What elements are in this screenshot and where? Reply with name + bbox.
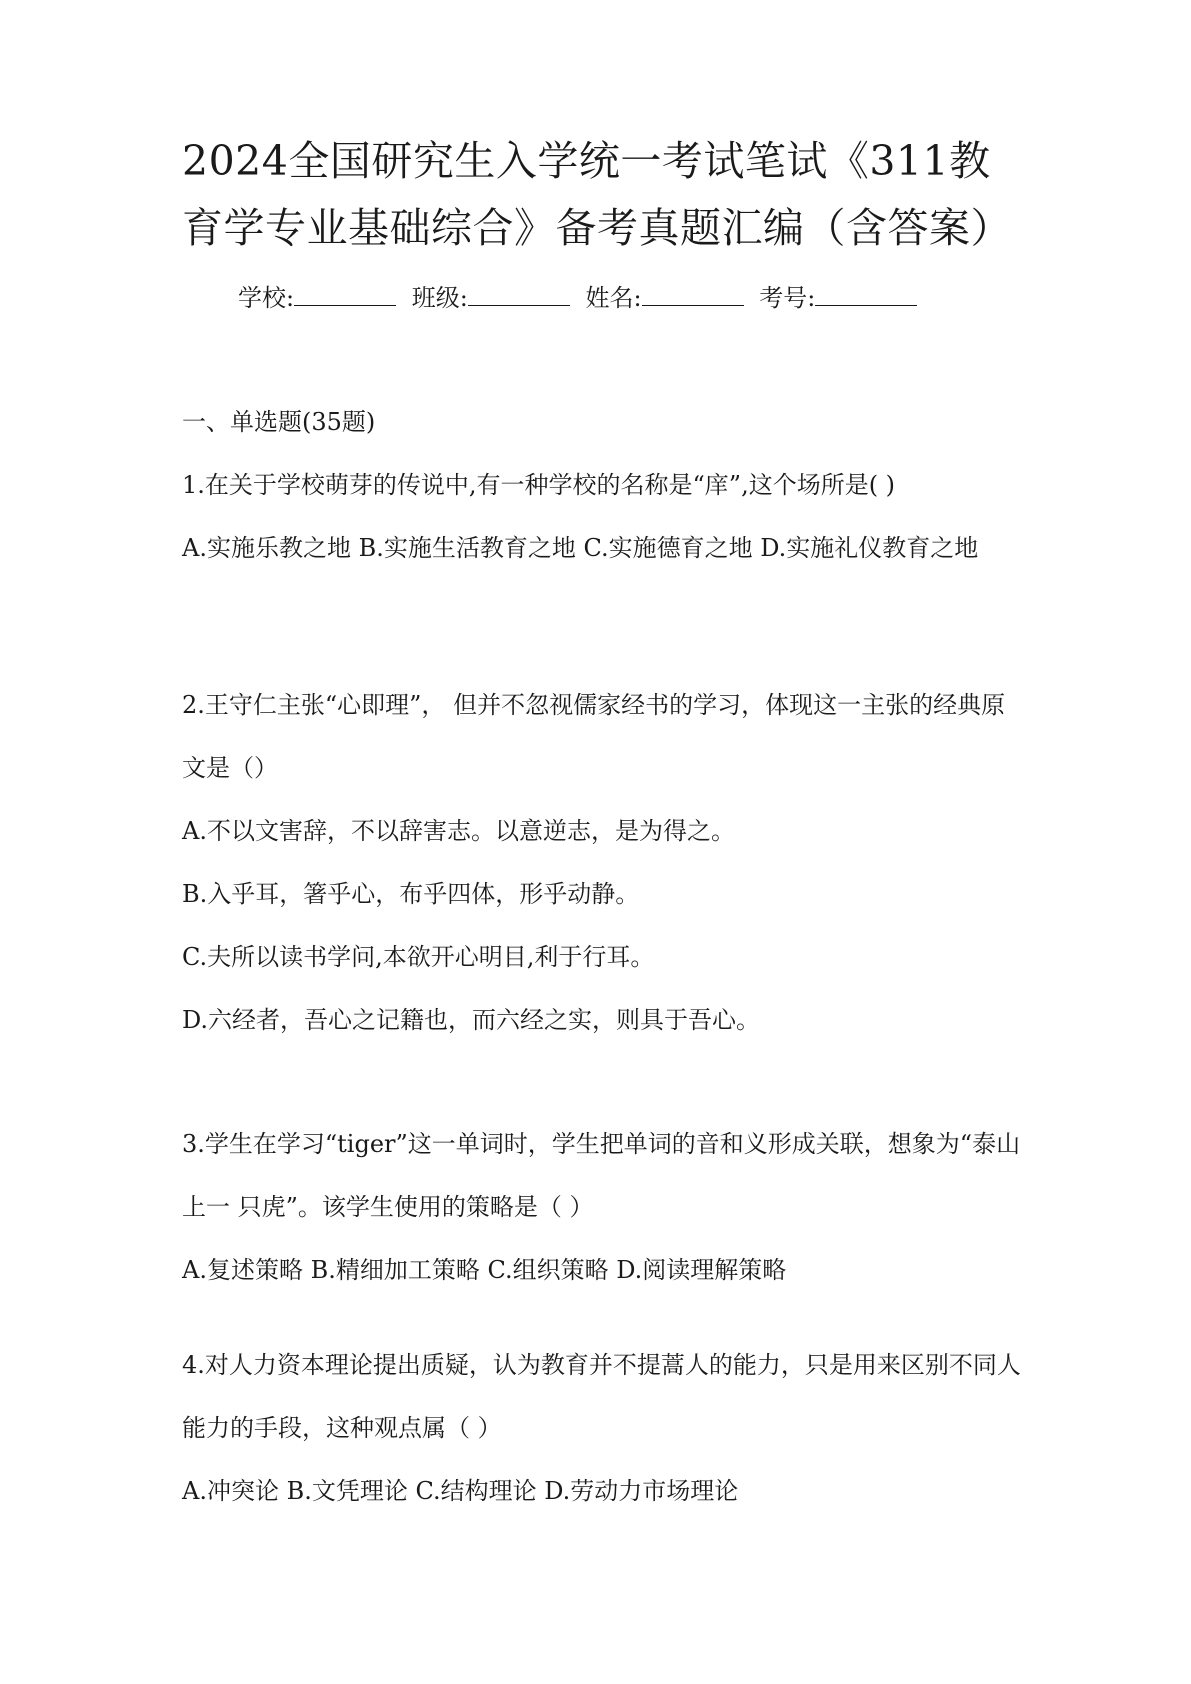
question-3-text: 3.学生在学习“tiger”这一单词时，学生把单词的音和义形成关联，想象为“泰山上一 只虎”。该学生使用的策略是（ ） bbox=[182, 1130, 1021, 1221]
question-1 bbox=[182, 454, 1022, 580]
info-label-school: 学校: bbox=[238, 284, 295, 312]
question-2-option-a: A.不以文害辞，不以辞害志。以意逆志，是为得之。 bbox=[182, 817, 735, 845]
section-heading: 一、单选题(35题) bbox=[182, 408, 376, 436]
info-field-name bbox=[585, 278, 743, 318]
question-2-text: 2.王守仁主张“心即理”， 但并不忽视儒家经书的学习，体现这一主张的经典原文是（） bbox=[182, 691, 1006, 782]
question-4-options: A.冲突论 B.文凭理论 C.结构理论 D.劳动力市场理论 bbox=[182, 1477, 739, 1505]
info-label-name: 姓名: bbox=[585, 284, 642, 312]
info-label-class: 班级: bbox=[411, 284, 468, 312]
question-2-option-c: C.夫所以读书学问,本欲开心明目,利于行耳。 bbox=[182, 943, 655, 971]
info-blank-exam-number bbox=[815, 281, 917, 306]
question-2-option-b: B.入乎耳，箸乎心，布乎四体，形乎动静。 bbox=[182, 880, 640, 908]
question-2-options bbox=[182, 800, 1022, 1052]
question-2 bbox=[182, 674, 1022, 1052]
info-blank-school bbox=[294, 281, 396, 306]
student-info-line bbox=[238, 278, 925, 318]
question-1-options: A.实施乐教之地 B.实施生活教育之地 C.实施德育之地 D.实施礼仪教育之地 bbox=[182, 534, 979, 562]
info-field-exam-number bbox=[759, 278, 917, 318]
question-3 bbox=[182, 1113, 1022, 1302]
page-title: 2024全国研究生入学统一考试笔试《311教育学专业基础综合》备考真题汇编（含答案） bbox=[182, 137, 1012, 252]
info-blank-class bbox=[468, 281, 570, 306]
question-3-options: A.复述策略 B.精细加工策略 C.组织策略 D.阅读理解策略 bbox=[182, 1256, 787, 1284]
question-2-option-d: D.六经者，吾心之记籍也，而六经之实，则具于吾心。 bbox=[182, 1006, 761, 1034]
info-blank-name bbox=[642, 281, 744, 306]
question-1-text: 1.在关于学校萌芽的传说中,有一种学校的名称是“庠”,这个场所是( ) bbox=[182, 471, 896, 499]
question-4 bbox=[182, 1334, 1022, 1523]
info-label-exam-number: 考号: bbox=[759, 284, 816, 312]
info-field-school bbox=[238, 278, 396, 318]
info-field-class bbox=[412, 278, 570, 318]
question-4-text: 4.对人力资本理论提出质疑，认为教育并不提蒿人的能力，只是用来区别不同人能力的手段，这种观点属（ ） bbox=[182, 1351, 1021, 1442]
